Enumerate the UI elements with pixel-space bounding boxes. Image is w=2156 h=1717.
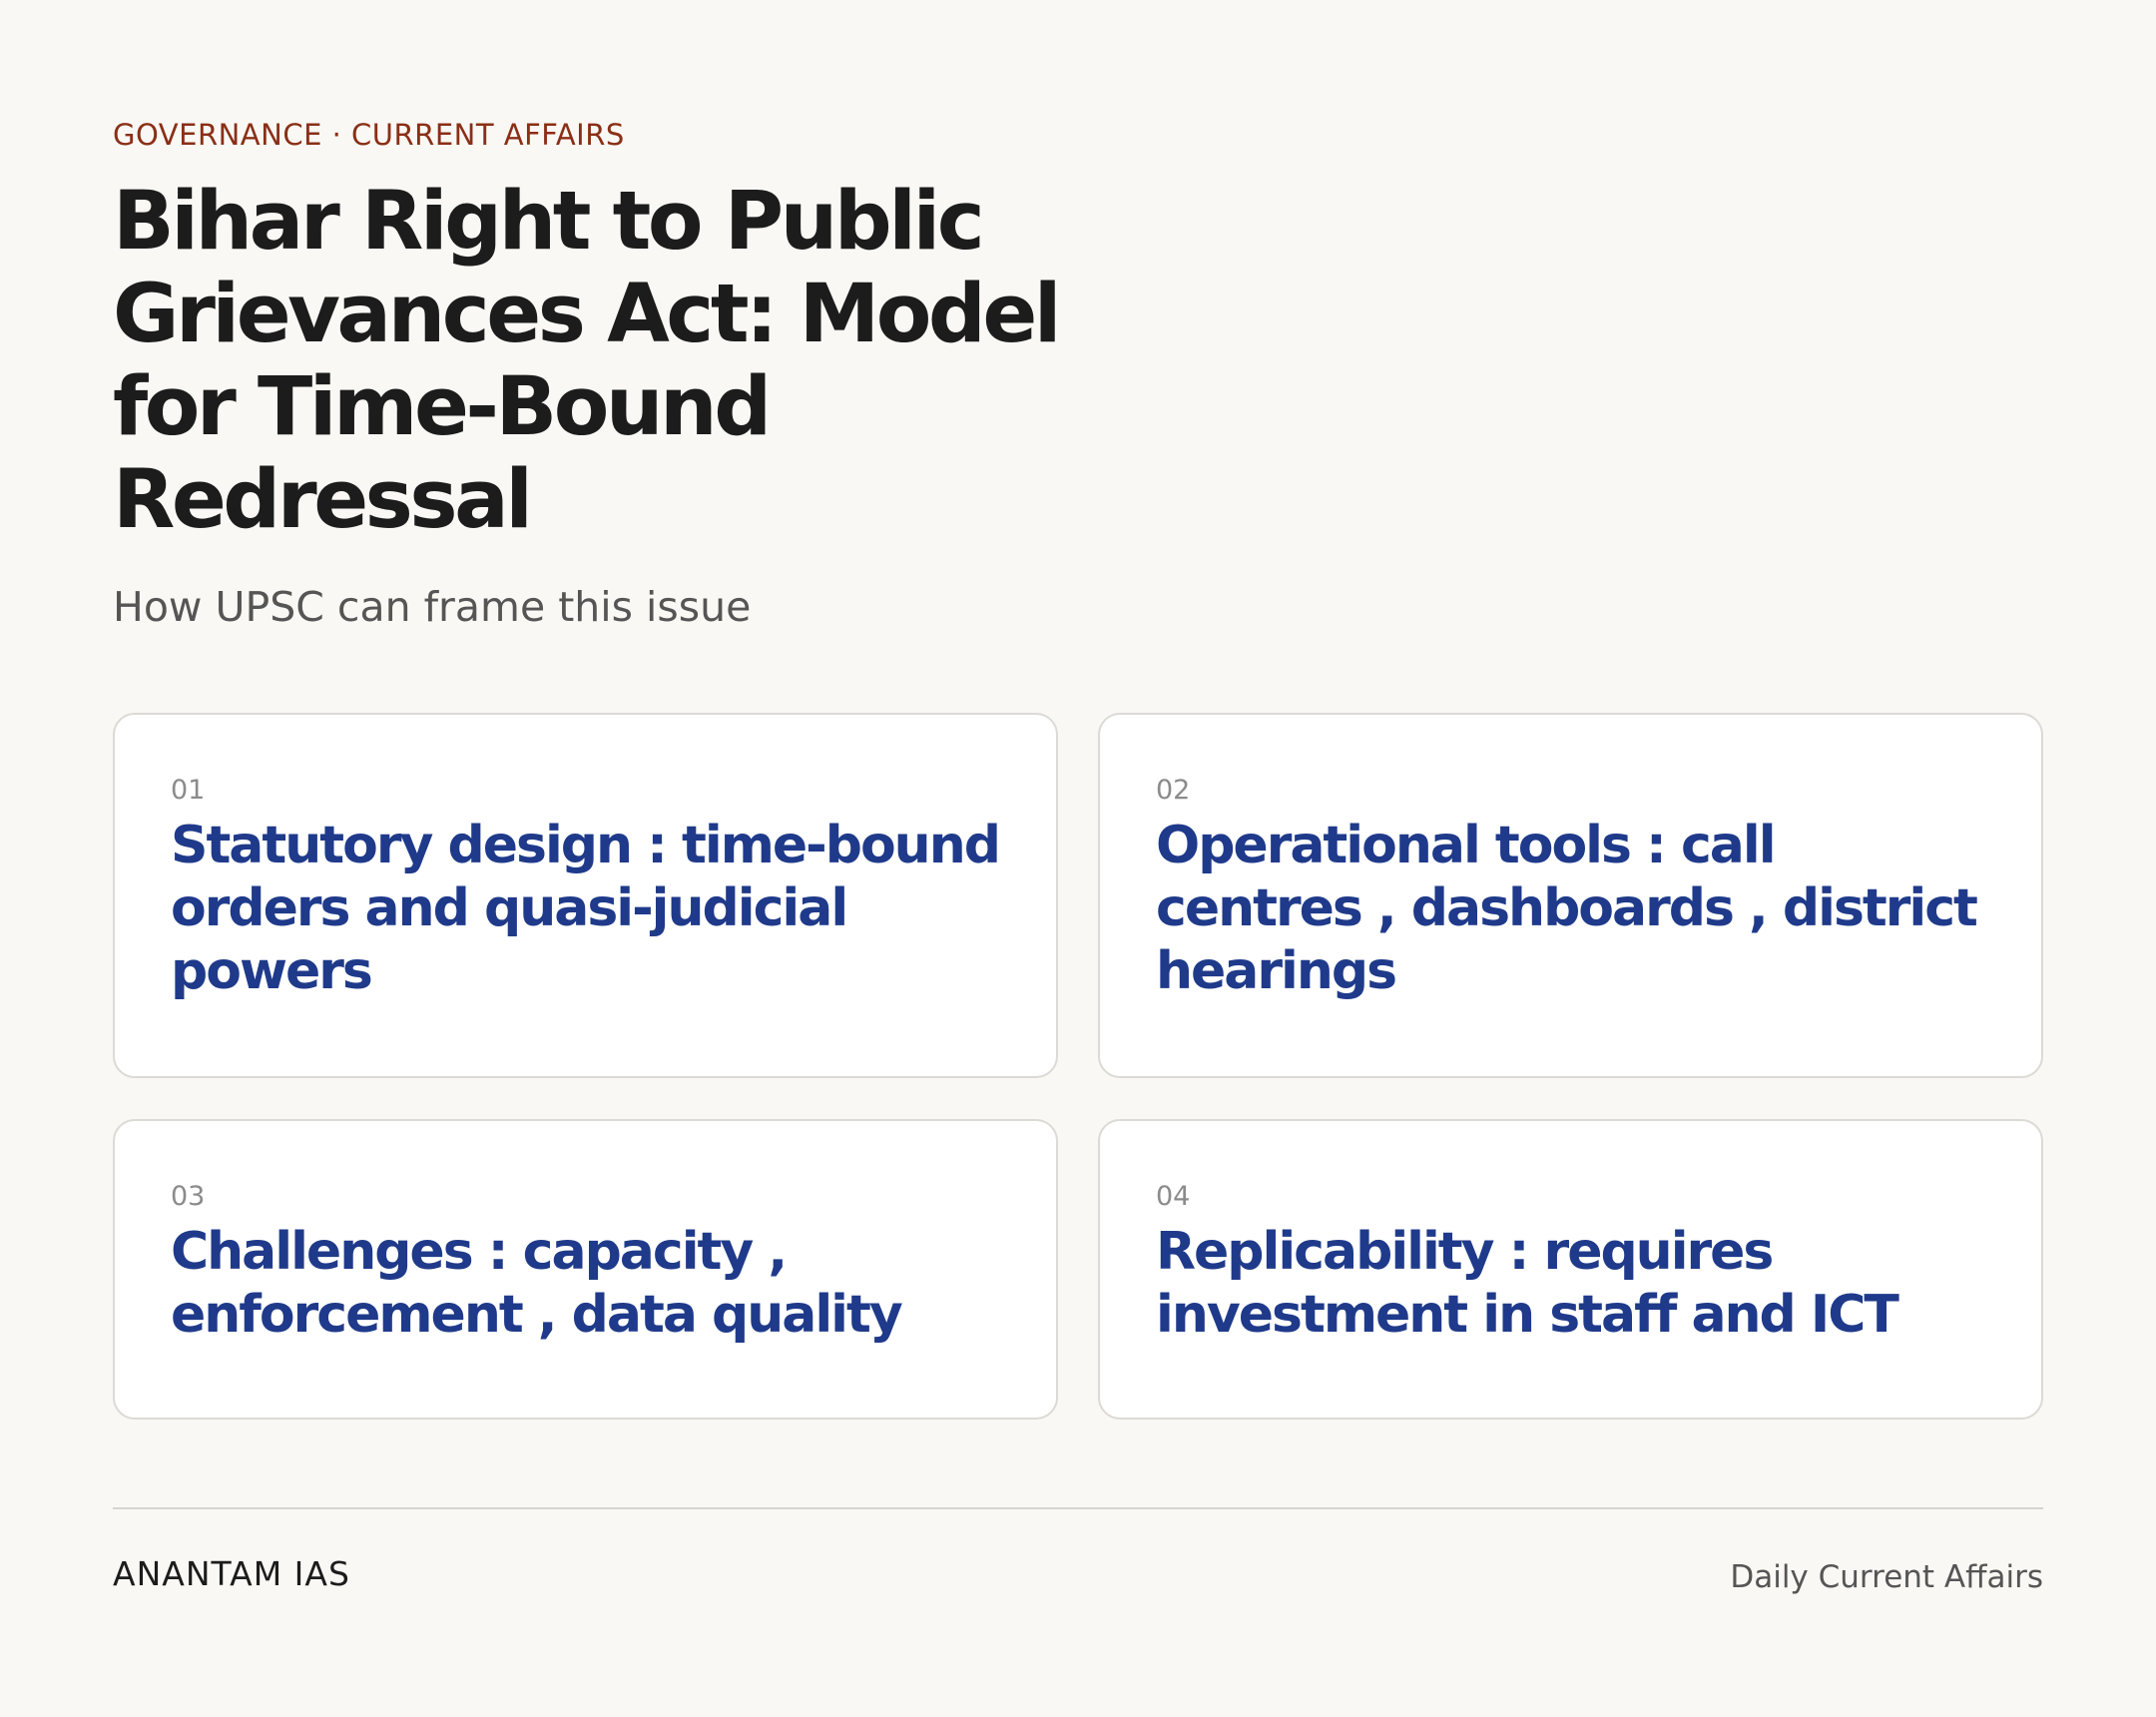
card-number: 03	[171, 1181, 206, 1212]
card-operational-tools	[1098, 713, 2043, 1078]
card-statutory-design	[113, 713, 1058, 1078]
page-subtitle: How UPSC can frame this issue	[113, 583, 752, 631]
category-eyebrow: GOVERNANCE · CURRENT AFFAIRS	[113, 118, 625, 152]
card-challenges	[113, 1119, 1058, 1420]
card-number: 01	[171, 775, 206, 806]
card-text: Replicability : requires investment in staff and ICT	[1156, 1222, 1897, 1345]
card-text: Statutory design : time-bound orders and quasi-judicial powers	[171, 816, 999, 1001]
card-number: 04	[1156, 1181, 1191, 1212]
footer-divider	[113, 1507, 2043, 1509]
brand-name: ANANTAM IAS	[113, 1554, 350, 1593]
footer-tagline: Daily Current Affairs	[1730, 1559, 2043, 1595]
card-number: 02	[1156, 775, 1191, 806]
page-title: Bihar Right to Public Grievances Act: Model for Time-Bound Redressal	[113, 175, 1059, 547]
card-replicability	[1098, 1119, 2043, 1420]
page	[113, 0, 2043, 1717]
card-text: Challenges : capacity , enforcement , data quality	[171, 1222, 901, 1345]
card-text: Operational tools : call centres , dashboards , district hearings	[1156, 816, 1976, 1001]
